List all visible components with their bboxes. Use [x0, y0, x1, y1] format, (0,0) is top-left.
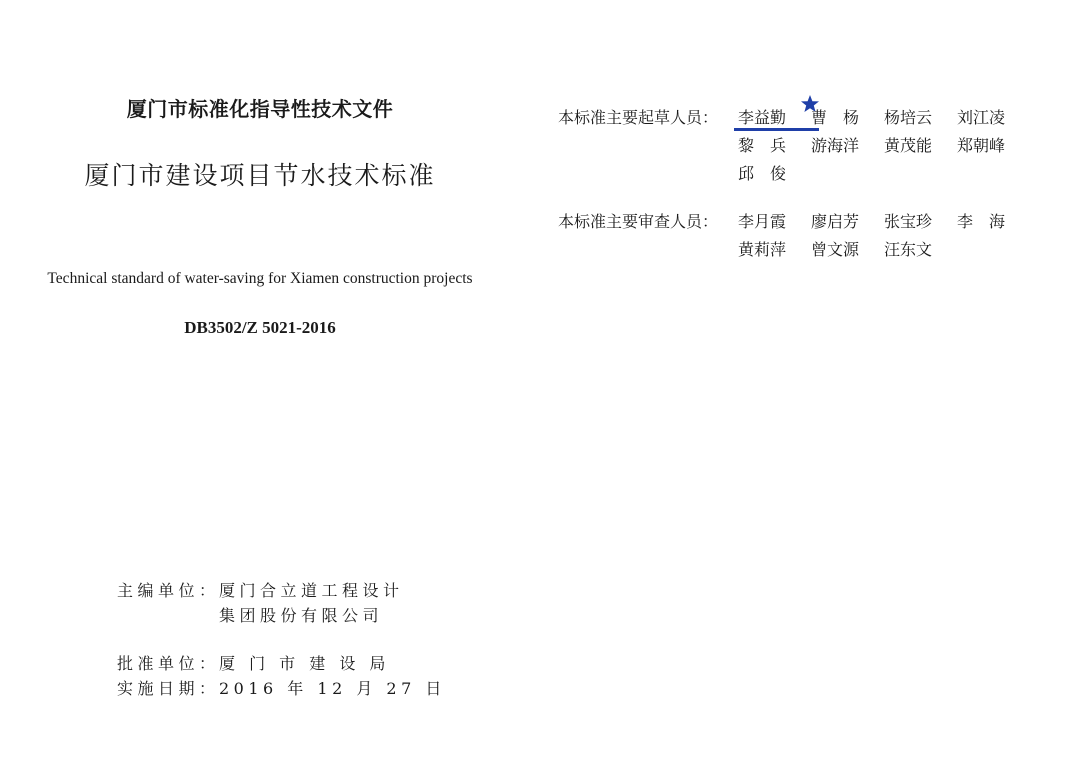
reviewer-name: 李月霞 — [738, 212, 787, 231]
drafter-name: 刘江凌 — [957, 108, 1006, 127]
document-type-heading: 厦门市标准化指导性技术文件 — [126, 97, 394, 121]
reviewer-name: 张宝珍 — [884, 212, 933, 231]
editor-org-line1: 厦门合立道工程设计 — [219, 581, 404, 600]
effective-date: 2016 年 12 月 27 日 — [219, 679, 446, 698]
credits-section — [558, 104, 1030, 264]
drafters-group — [558, 104, 1030, 188]
editor-row-continued — [117, 603, 446, 628]
drafter-name-highlighted: 李益勤 — [738, 104, 811, 132]
editor-org-line2: 集团股份有限公司 — [219, 606, 384, 625]
drafter-name: 曹 杨 — [811, 108, 860, 127]
reviewer-name: 黄莉萍 — [738, 240, 787, 259]
drafter-name: 杨培云 — [884, 108, 933, 127]
drafters-list — [738, 104, 1030, 188]
drafter-name: 游海洋 — [811, 136, 860, 155]
drafter-name: 郑朝峰 — [957, 136, 1006, 155]
approver-org: 厦 门 市 建 设 局 — [219, 654, 390, 673]
reviewers-list — [738, 208, 1030, 264]
reviewers-label: 本标准主要审查人员： — [558, 212, 719, 231]
highlight-underline — [734, 128, 819, 131]
drafter-name: 黄茂能 — [884, 136, 933, 155]
reviewers-group — [558, 208, 1030, 264]
standard-title-chinese: 厦门市建设项目节水技术标准 — [84, 161, 436, 190]
approver-label: 批准单位： — [117, 654, 220, 673]
drafter-name: 黎 兵 — [738, 136, 787, 155]
approver-row — [117, 651, 446, 676]
reviewer-name: 李 海 — [957, 212, 1006, 231]
drafters-label: 本标准主要起草人员： — [558, 108, 719, 127]
reviewer-name: 汪东文 — [884, 240, 933, 259]
reviewer-name: 曾文源 — [811, 240, 860, 259]
editor-row — [117, 578, 446, 603]
publication-info — [117, 578, 446, 701]
standard-title-english: Technical standard of water-saving for Xiamen construction projects — [47, 270, 473, 287]
effective-date-row — [117, 676, 446, 701]
effective-date-label: 实施日期： — [117, 679, 220, 698]
reviewer-name: 廖启芳 — [811, 212, 860, 231]
standard-number: DB3502/Z 5021-2016 — [184, 318, 336, 337]
drafter-name: 邱 俊 — [738, 164, 787, 183]
editor-label: 主编单位： — [117, 581, 220, 600]
